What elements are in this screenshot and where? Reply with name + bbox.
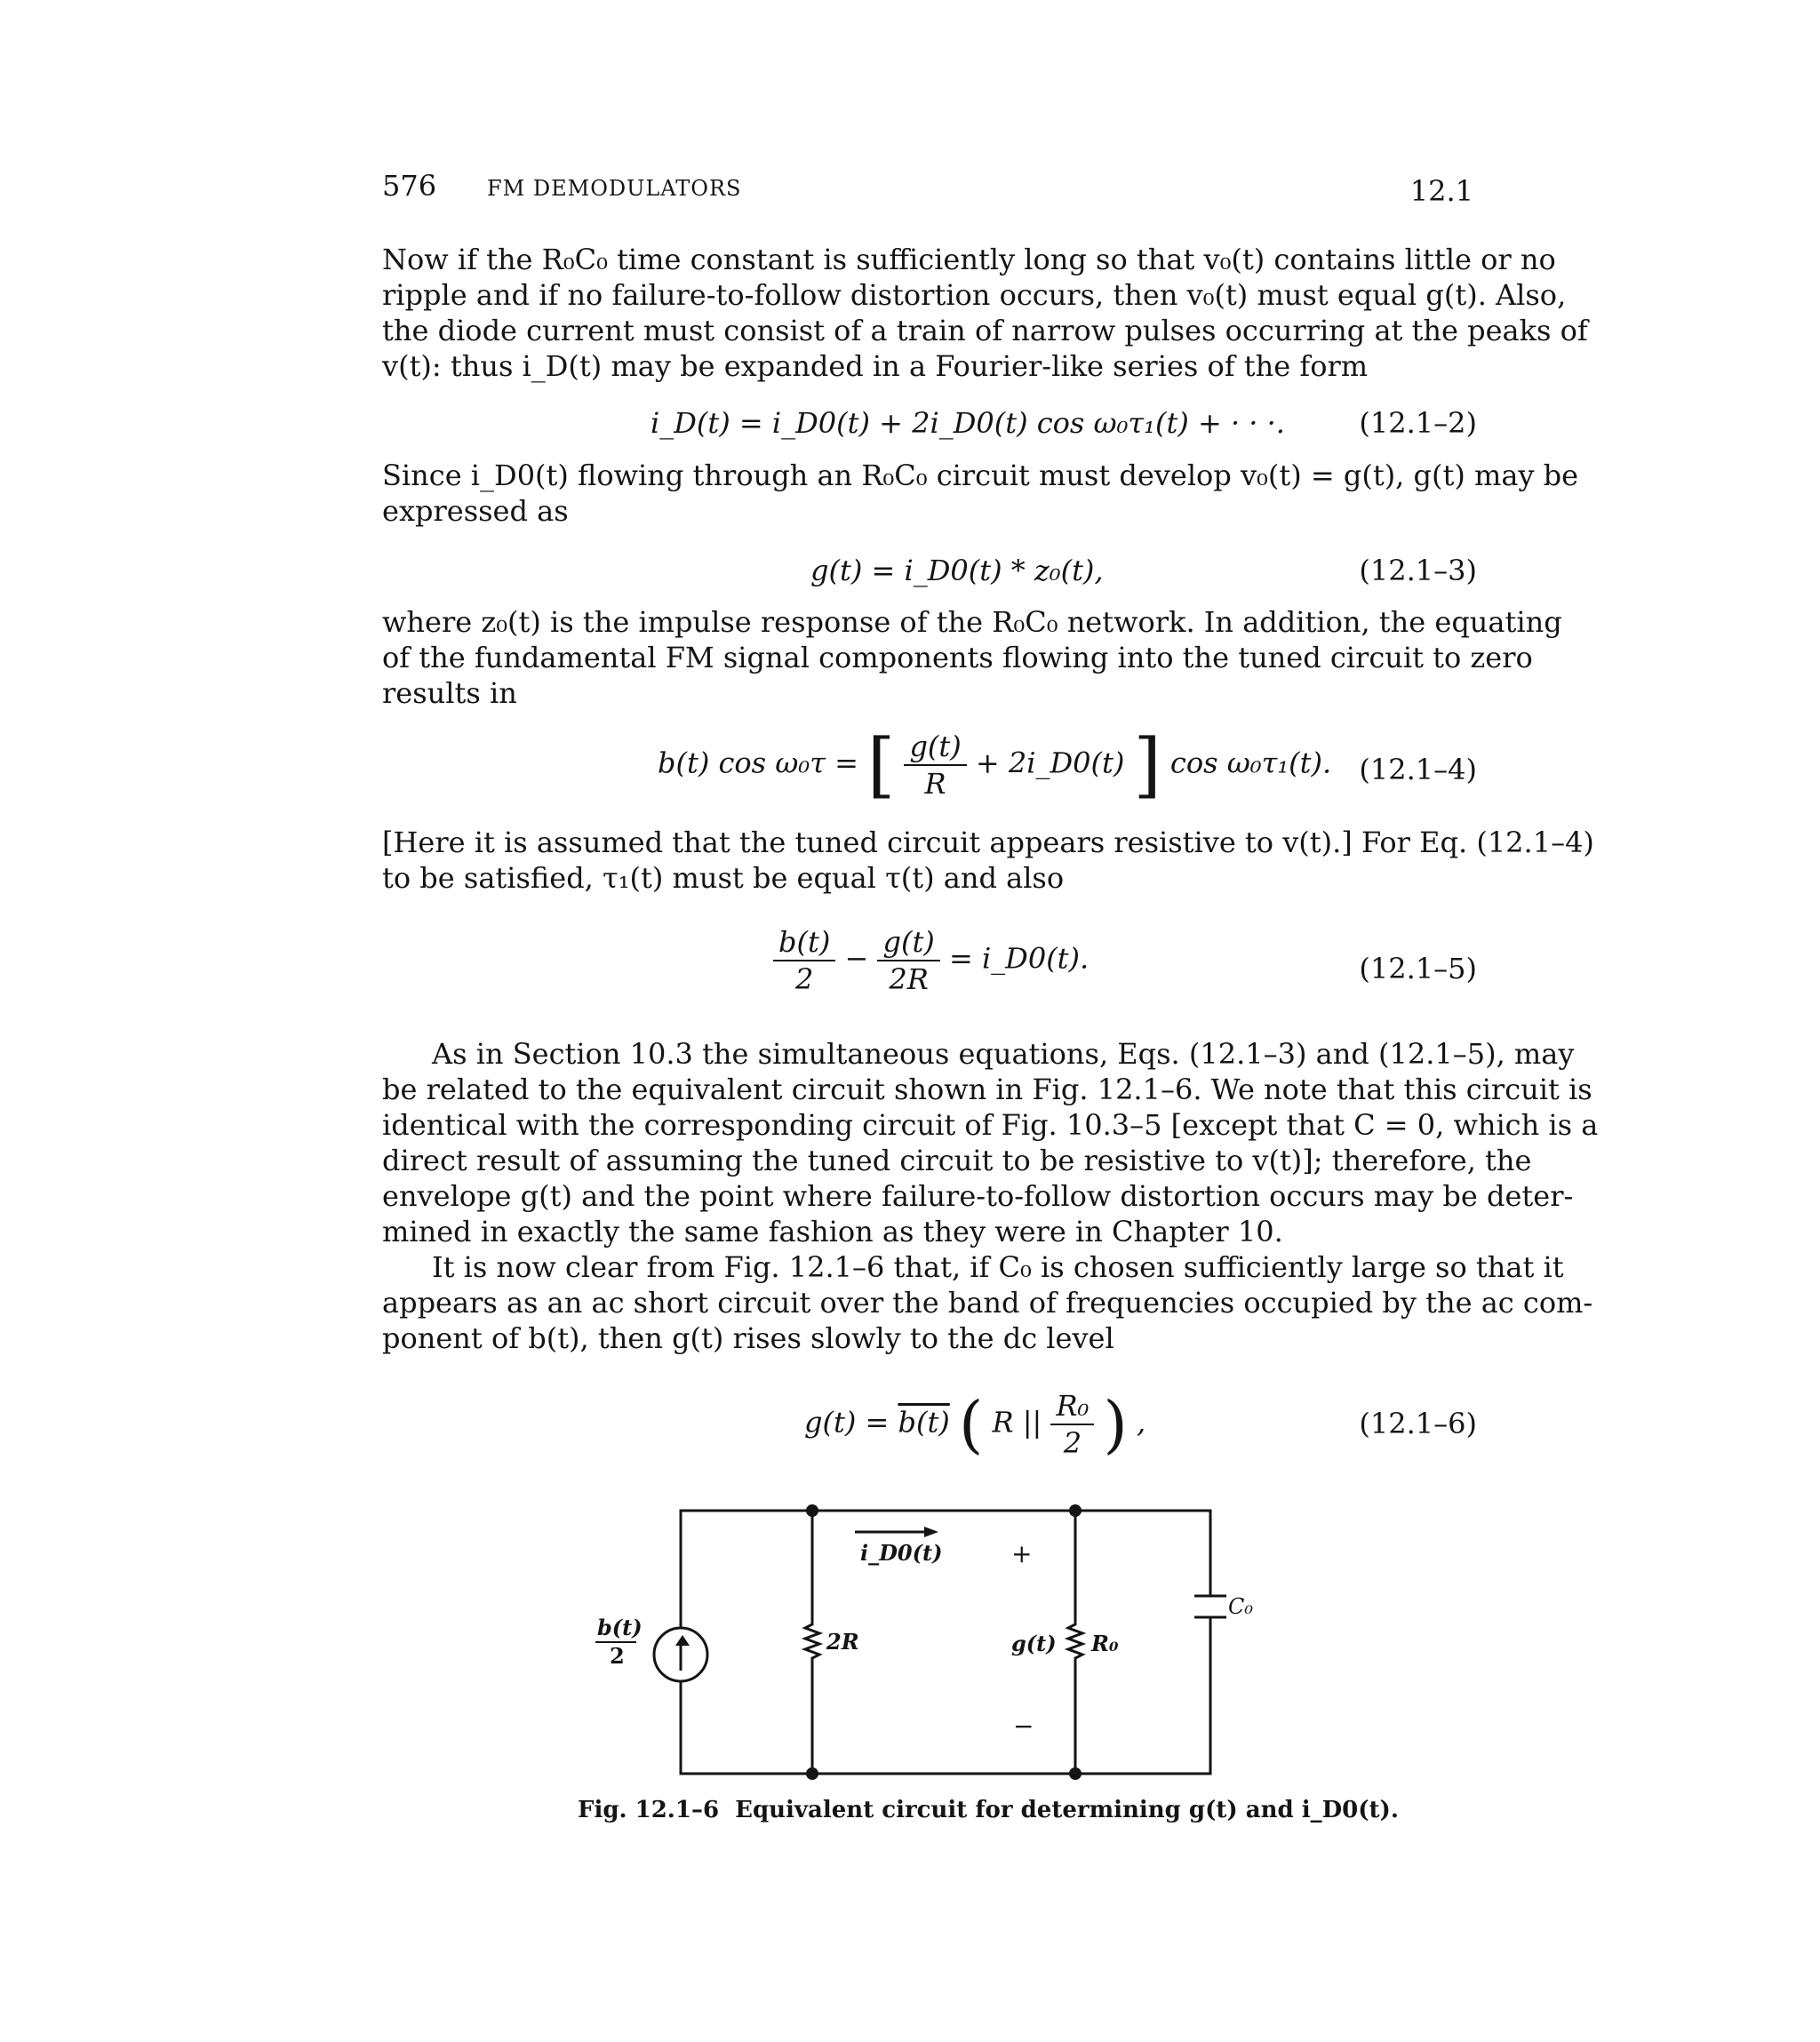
capacitor-label: C₀ (1228, 1594, 1253, 1619)
resistor-r0 (1068, 1511, 1082, 1774)
eq5-minus: − (844, 941, 869, 976)
equation-12-1-5 (773, 924, 1089, 997)
fraction-denominator: 2 (794, 962, 814, 996)
figure-caption (578, 1797, 1399, 1823)
fraction-numerator: g(t) (904, 729, 966, 766)
equation-12-1-6: g(t) = b(t) ( R || $\frac{\text{R₀}}{2}$ ) , (804, 1388, 1146, 1461)
plus-sign: + (1011, 1539, 1033, 1568)
circuit-wire-bottom (681, 1617, 1210, 1774)
text-line: direct result of assuming the tuned circuit to be resistive to v(t)]; therefore, the (382, 1144, 1532, 1177)
eq5-fraction-1 (773, 924, 835, 997)
arrow-right-head-icon (924, 1527, 938, 1537)
eq6-average-term: b(t) (898, 1405, 950, 1440)
equation-number: (12.1–4) (1359, 753, 1477, 786)
text-line: expressed as (382, 494, 569, 528)
equation-12-1-2: i_D(t) = i_D0(t) + 2i_D0(t) cos ω₀τ₁(t) + · · ·. (651, 406, 1285, 440)
text-line: [Here it is assumed that the tuned circuit appears resistive to v(t).] For Eq. (12.1–4) (382, 826, 1594, 859)
node-dot (806, 1504, 818, 1517)
paragraph-3 (382, 604, 1562, 711)
source-label-numerator: b(t) (597, 1615, 643, 1640)
eq4-rhs: cos ω₀τ₁(t). (1169, 746, 1332, 780)
source-label-denominator: 2 (610, 1643, 625, 1669)
paragraph-1 (382, 242, 1588, 384)
section-number: 12.1 (1409, 174, 1473, 208)
paragraph-5 (382, 1036, 1599, 1249)
equation-number: (12.1–5) (1359, 952, 1477, 985)
text-line: where z₀(t) is the impulse response of the R₀C₀ network. In addition, the equating (382, 605, 1562, 639)
paragraph-2 (382, 458, 1579, 529)
text-line: appears as an ac short circuit over the band of frequencies occupied by the ac com- (382, 1286, 1593, 1320)
circuit-wire-top (681, 1511, 1210, 1628)
eq4-mid: + 2i_D0(t) (975, 746, 1125, 780)
circuit-figure (578, 1493, 1253, 1795)
eq4-fraction (904, 729, 966, 802)
eq6-parallel: R || (992, 1405, 1042, 1440)
voltage-label: g(t) (1011, 1631, 1057, 1656)
minus-sign: − (1013, 1711, 1034, 1741)
text-line: As in Section 10.3 the simultaneous equations, Eqs. (12.1–3) and (12.1–5), may (432, 1037, 1575, 1071)
equation-12-1-3: g(t) = i_D0(t) * z₀(t), (810, 554, 1104, 587)
equation-number: (12.1–3) (1359, 554, 1477, 587)
text-line: of the fundamental FM signal components flowing into the tuned circuit to zero (382, 641, 1533, 674)
fraction-numerator: b(t) (773, 924, 835, 961)
fraction-denominator: R (924, 767, 946, 801)
text-line: be related to the equivalent circuit shown in Fig. 12.1–6. We note that this circuit is (382, 1073, 1592, 1106)
text-line: Since i_D0(t) flowing through an R₀C₀ circuit must develop v₀(t) = g(t), g(t) may be (382, 459, 1579, 492)
fraction-denominator: 2 (1063, 1426, 1082, 1460)
text-line: the diode current must consist of a train of narrow pulses occurring at the peaks of (382, 314, 1588, 347)
node-dot (1069, 1504, 1082, 1517)
eq6-lhs: g(t) = (804, 1405, 890, 1440)
fraction-numerator: R₀ (1050, 1388, 1094, 1425)
node-dot (1069, 1767, 1082, 1780)
fraction-numerator: g(t) (877, 924, 939, 961)
resistor-2r-label: 2R (826, 1629, 859, 1655)
resistor-r0-label: R₀ (1091, 1631, 1119, 1656)
text-line: Now if the R₀C₀ time constant is sufficiently long so that v₀(t) contains little or no (382, 243, 1556, 276)
text-line: v(t): thus i_D(t) may be expanded in a Fourier-like series of the form (382, 349, 1369, 383)
eq5-fraction-2 (877, 924, 939, 997)
running-title: FM DEMODULATORS (487, 176, 742, 201)
text-line: envelope g(t) and the point where failure-to-follow distortion occurs may be deter- (382, 1179, 1574, 1213)
current-label: i_D0(t) (860, 1540, 943, 1566)
caption-text: Equivalent circuit for determining g(t) and i_D0(t). (735, 1797, 1399, 1823)
page-number: 576 (382, 169, 437, 203)
text-line: results in (382, 676, 517, 710)
text-line: ripple and if no failure-to-follow distortion occurs, then v₀(t) must equal g(t). Also, (382, 278, 1567, 312)
equation-number: (12.1–6) (1359, 1407, 1477, 1440)
resistor-2r (805, 1511, 819, 1774)
caption-prefix: Fig. 12.1–6 (578, 1797, 720, 1823)
text-line: mined in exactly the same fashion as they were in Chapter 10. (382, 1215, 1283, 1248)
eq6-fraction (1050, 1388, 1094, 1461)
equation-12-1-4: b(t) cos ω₀τ = [ $\frac{g(t)}{R}$ + 2i_D0(t) ] cos ω₀τ₁(t). (658, 723, 1332, 806)
text-line: It is now clear from Fig. 12.1–6 that, if C₀ is chosen sufficiently large so that it (432, 1250, 1564, 1284)
eq6-tail: , (1137, 1405, 1146, 1440)
paragraph-6 (382, 1249, 1593, 1356)
node-dot (806, 1767, 818, 1780)
text-line: identical with the corresponding circuit of Fig. 10.3–5 [except that C = 0, which is a (382, 1108, 1599, 1142)
eq5-rhs: = i_D0(t). (948, 941, 1090, 976)
equation-number: (12.1–2) (1359, 406, 1477, 440)
text-line: ponent of b(t), then g(t) rises slowly to the dc level (382, 1321, 1114, 1355)
fraction-denominator: 2R (889, 962, 929, 996)
eq4-lhs: b(t) cos ω₀τ = (658, 746, 858, 780)
paragraph-4 (382, 825, 1594, 896)
text-line: to be satisfied, τ₁(t) must be equal τ(t) and also (382, 861, 1065, 895)
